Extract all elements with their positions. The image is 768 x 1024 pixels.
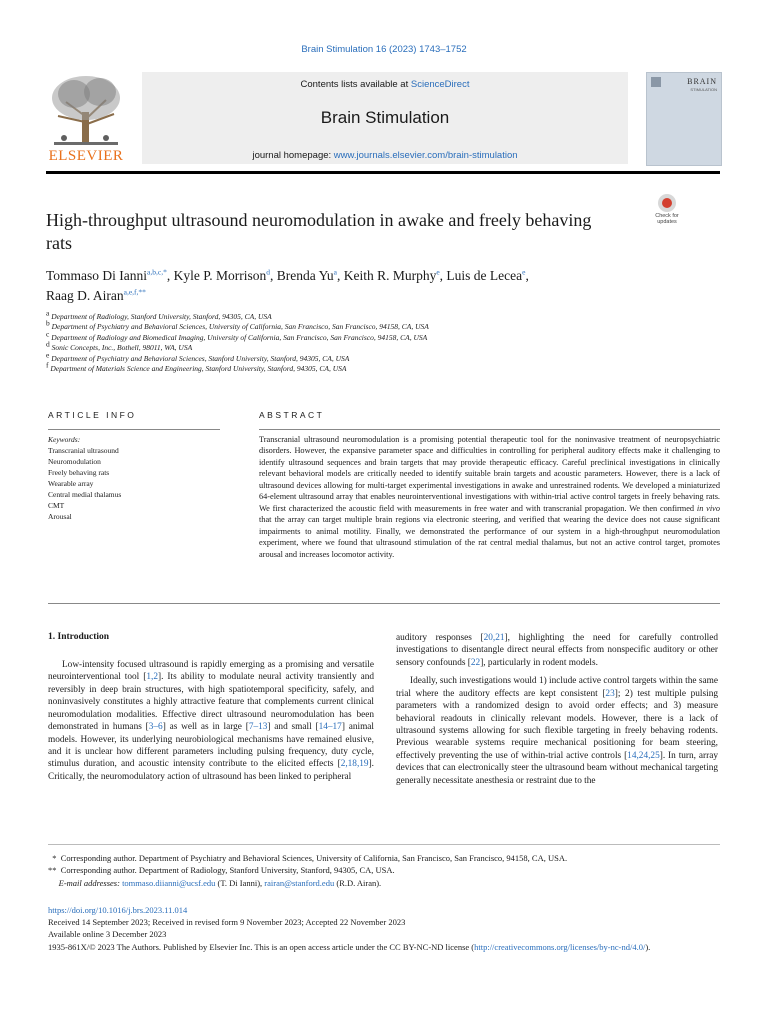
header-rule [46,171,720,174]
intro-left-column [48,659,374,783]
corresponding-author-note: ** Corresponding author. Department of Radiology, Stanford University, Stanford, 94305, CA, USA. [48,865,395,876]
author[interactable]: Brenda Yu$^a$ [276,267,337,283]
email-addresses: E-mail addresses: tommaso.diianni@ucsf.edu (T. Di Ianni), rairan@stanford.edu (R.D. Airan). [58,877,382,888]
cover-title: BRAIN [687,77,717,86]
article-info-heading: ARTICLE INFO [48,410,137,420]
divider [259,429,720,430]
author[interactable]: Tommaso Di Ianni$^{a,b,c,*}$ [46,267,167,283]
email-link[interactable]: tommaso.diianni@ucsf.edu [122,877,216,888]
reference-link[interactable]: 23 [605,688,615,699]
keyword: Neuromodulation [48,457,101,466]
affiliation: $^b$ Department of Psychiatry and Behavioral Sciences, University of California, San Francisco, San Francisco, 94158, CA, USA [46,318,429,332]
abstract-heading: ABSTRACT [259,410,325,420]
intro-paragraph: Ideally, such investigations would 1) include active control targets within the same trial where the auditory effects are kept consistent [23]; 2) test multiple pulsing parameters with a randomized design to avoid order effects; and 3) measure behavioral readouts in clinically relevant models. However, there is a lack of ultrasound systems allowing for such flexible targeting in freely behaving rodents. Previous wearable systems require mechanical positioning for beam steering, effectively preventing the use of within-trial active controls [14,24,25]. In turn, array devices that can electronically steer the ultrasound beam without mechanical targeting generally necessitate anesthesia or restraint due to the [396,676,719,786]
license-link[interactable]: http://creativecommons.org/licenses/by-nc-nd/4.0/ [474,941,646,952]
check-updates-icon [658,194,676,212]
reference-link[interactable]: 14,24,25 [627,750,660,761]
affiliation: $^e$ Department of Psychiatry and Behavioral Sciences, Stanford University, Stanford, 94305, CA, USA [46,350,350,363]
keyword: CMT [48,501,65,510]
corresponding-author-note: * Corresponding author. Department of Psychiatry and Behavioral Sciences, University of California, San Francisco, San Francisco, 94158, CA, USA. [48,853,568,863]
reference-link[interactable]: 22 [470,657,481,668]
author-list: Tommaso Di Ianni$^{a,b,c,*}$, Kyle P. Morrison$^d$, Brenda Yu$^a$, Keith R. Murphy$^e$, Luis de Lecea$^e$, Raag D. Airan$^{a,e,f,**}$ [46,267,529,303]
keyword: Arousal [48,512,72,521]
author[interactable]: Kyle P. Morrison$^d$ [173,267,270,283]
affiliation: $^f$ Department of Materials Science and Engineering, Stanford University, Stanford, 94305, CA, USA [46,360,347,374]
journal-citation[interactable]: Brain Stimulation 16 (2023) 1743–1752 [301,44,467,55]
intro-paragraph: auditory responses [20,21], highlighting the need for carefully controlled investigations to disentangle direct neural effects from nonspecific auditory or other sensory confounds [22], particularly in rodent models. [396,633,719,668]
available-online: Available online 3 December 2023 [48,929,167,940]
keywords-label: Keywords: [48,435,81,444]
reference-link[interactable]: 3–6 [148,722,163,733]
affiliation: $^d$ Sonic Concepts, Inc., Bothell, 98011, WA, USA [46,339,193,353]
received-dates: Received 14 September 2023; Received in revised form 9 November 2023; Accepted 22 November 2023 [48,917,406,928]
intro-paragraph: Low-intensity focused ultrasound is rapidly emerging as a promising and versatile neurointerventional tool [1,2]. Its ability to modulate neural activity transiently and reversibly in deep brain structures, with high spatiotemporal specificity, safely, and noninvasively constitutes a highly attractive feature that complements current clinical neuromodulation modalities. Effective direct ultrasound neuromodulation has been demonstrated in humans [3–6] as well as in large [7–13] and small [14–17] animal models. However, its underlying neurobiological mechanisms have remained elusive, and it is unclear how different parameters including pulsing frequency, duty cycle, stimulus duration, and acoustic intensity contribute to the elicited effects [2,18,19]. Critically, the neuromodulatory action of ultrasound has been linked to peripheral [48,660,375,782]
publication-info [48,904,720,953]
affiliation-list [46,308,716,374]
keywords-block [48,434,220,522]
divider [48,429,220,430]
section-heading-introduction: 1. Introduction [48,632,110,642]
copyright-notice: 1935-861X/© 2023 The Authors. Published by Elsevier Inc. This is an open access article under the CC BY-NC-ND license (http://creativecommons.org/licenses/by-nc-nd/4.0/). [48,941,651,952]
author[interactable]: Luis de Lecea$^e$ [446,267,526,283]
elsevier-wordmark: ELSEVIER [48,148,124,164]
footnotes [48,852,720,889]
keyword: Central medial thalamus [48,490,122,499]
abstract-text: Transcranial ultrasound neuromodulation is a promising potential therapeutic tool for the noninvasive treatment of neuropsychiatric disorders. However, the expansive parameter space and difficulties in controlling for peripheral auditory effects make it challenging to identify ultrasound sequences and brain targets that may provide therapeutic efficacy. Careful preclinical investigations in clinically relevant behavioral models are critically needed to identify suitable brain targets and acoustic parameters. However, there is a lack of ultrasound devices allowing for multi-target experimental investigations in awake and unrestrained rodents. We developed a miniaturized 64-element ultrasound array that enables neurointerventional investigations with within-trial active control targets in freely behaving rats. We first characterized the acoustic field with measurements in free water and with transcranial propagation. We then confirmed in vivo that the array can target multiple brain regions via electronic steering, and verified that wearing the device does not cause significant impairments to animal motility. Finally, we demonstrated the performance of our system in a high-throughput neuromodulation experiment, where we found that ultrasound stimulation of the rat central medial thalamus, but not an active control target, promotes arousal and increases locomotor activity. [259,435,720,559]
check-updates-label: Check for updates [655,213,679,225]
keyword: Wearable array [48,479,94,488]
journal-name: Brain Stimulation [320,108,450,127]
affiliation: $^a$ Department of Radiology, Stanford University, Stanford, 94305, CA, USA [46,308,272,321]
journal-homepage-link[interactable]: www.journals.elsevier.com/brain-stimulation [333,150,518,161]
affiliation: $^c$ Department of Radiology and Biomedical Imaging, University of California, San Francisco, San Francisco, 94158, CA, USA [46,329,428,342]
reference-link[interactable]: 20,21 [483,633,505,643]
check-for-updates-badge[interactable] [647,194,687,230]
doi-link[interactable]: https://doi.org/10.1016/j.brs.2023.11.014 [48,905,188,915]
contents-line: Contents lists available at ScienceDirect [300,79,470,90]
reference-link[interactable]: 2,18,19 [340,759,369,770]
sciencedirect-link[interactable]: ScienceDirect [410,79,470,90]
reference-link[interactable]: 1,2 [146,672,158,683]
keyword: Freely behaving rats [48,468,110,477]
journal-homepage-line: journal homepage: www.journals.elsevier.com/brain-stimulation [252,150,518,161]
article-title: High-throughput ultrasound neuromodulation in awake and freely behaving rats [46,210,592,253]
author[interactable]: Keith R. Murphy$^e$ [343,267,440,283]
cover-subtitle: STIMULATION [690,87,717,92]
reference-link[interactable]: 14–17 [318,722,342,733]
divider [48,603,720,604]
journal-cover-thumbnail[interactable] [646,72,722,166]
intro-right-column [396,632,718,787]
reference-link[interactable]: 7–13 [248,722,268,733]
author[interactable]: Raag D. Airan$^{a,e,f,**}$ [46,287,146,303]
email-link[interactable]: rairan@stanford.edu [264,877,335,888]
cover-publisher-icon [651,77,661,87]
keyword: Transcranial ultrasound [48,446,119,455]
footnote-divider [48,844,720,845]
